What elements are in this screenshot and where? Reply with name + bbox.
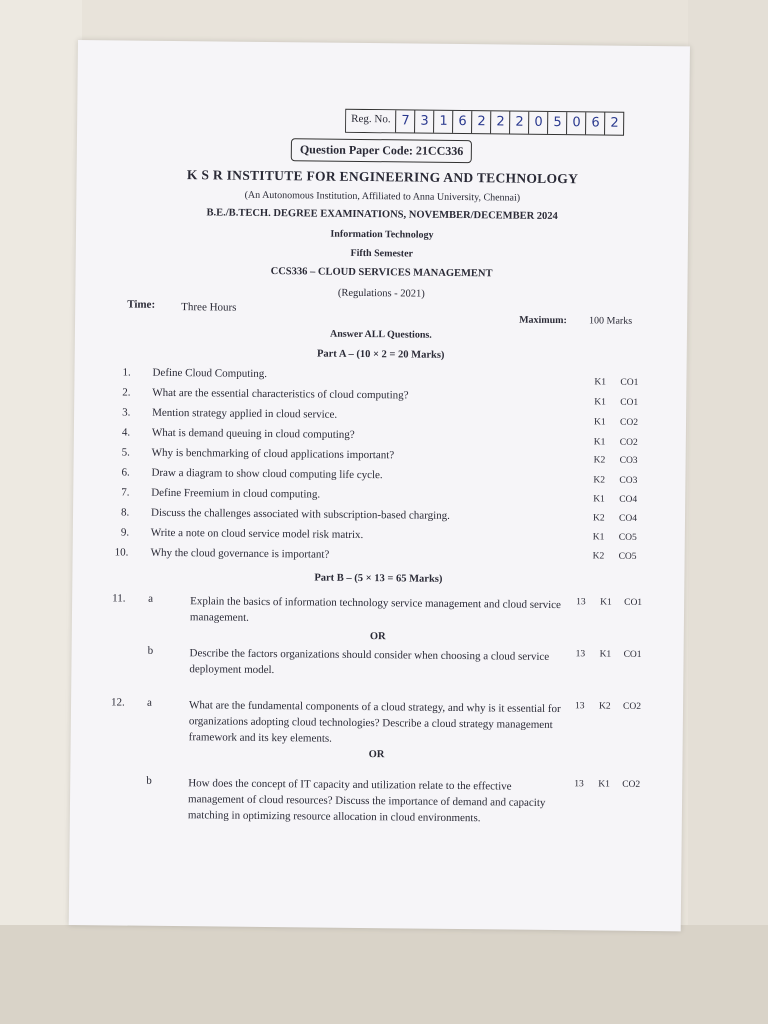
- question-sub-label: b: [146, 774, 152, 787]
- background-bottom: [0, 925, 768, 1024]
- question-text: Describe the factors organizations should consider when choosing a cloud service deployment model.: [189, 647, 550, 677]
- question-marks: 13: [576, 597, 586, 608]
- background-right: [688, 0, 768, 1024]
- question-text: Discuss the challenges associated with subscription-based charging.: [150, 506, 450, 522]
- question-number: 10.: [114, 546, 129, 559]
- affiliation: (An Autonomous Institution, Affiliated to Anna University, Chennai): [244, 189, 521, 204]
- question-number: 2.: [122, 386, 131, 399]
- course-outcome: CO2: [622, 701, 642, 712]
- course-outcome: CO2: [622, 779, 641, 790]
- time-value: Three Hours: [181, 301, 237, 314]
- course-outcome: CO1: [624, 597, 643, 608]
- reg-digit: 6: [453, 111, 472, 133]
- knowledge-level: K2: [592, 551, 605, 562]
- question-number: 6.: [121, 466, 130, 479]
- part-b-question: [72, 592, 684, 624]
- question-marks: 13: [574, 701, 585, 712]
- reg-digit: 5: [548, 112, 567, 134]
- knowledge-level: K2: [593, 455, 606, 466]
- part-a-title: Part A – (10 × 2 = 20 Marks): [316, 348, 445, 361]
- course-outcome: CO4: [618, 513, 638, 524]
- question-text: Define Freemium in cloud computing.: [151, 486, 321, 501]
- knowledge-level: K1: [600, 597, 612, 608]
- course-outcome: CO1: [620, 377, 639, 388]
- instruction: Answer ALL Questions.: [329, 328, 432, 341]
- knowledge-level: K1: [593, 494, 605, 505]
- question-text: Why is benchmarking of cloud applications important?: [151, 446, 395, 462]
- question-text: How does the concept of IT capacity and utilization relate to the effective management of cloud resources? Discuss the importance of demand and capacity matching in optimizing resource allocation in cloud environments.: [187, 777, 546, 825]
- question-text: Mention strategy applied in cloud service.: [152, 406, 338, 421]
- question-number: 3.: [122, 406, 131, 419]
- reg-digit: 7: [396, 110, 415, 132]
- reg-digit: 6: [586, 112, 605, 134]
- course-title: CCS336 – CLOUD SERVICES MANAGEMENT: [270, 266, 493, 280]
- knowledge-level: K1: [594, 397, 606, 408]
- question-text: Explain the basics of information technology service management and cloud service management.: [189, 595, 561, 624]
- course-outcome: CO1: [623, 649, 642, 660]
- question-text: Define Cloud Computing.: [152, 366, 268, 380]
- semester: Fifth Semester: [350, 247, 414, 260]
- time-label: Time:: [127, 298, 156, 311]
- max-marks-value: 100 Marks: [589, 315, 633, 327]
- department: Information Technology: [330, 228, 434, 241]
- reg-digit: 2: [472, 111, 491, 133]
- part-b-title: Part B – (5 × 13 = 65 Marks): [314, 572, 443, 585]
- knowledge-level: K1: [599, 649, 612, 660]
- reg-digit: 2: [610, 115, 619, 131]
- question-paper-sheet: [69, 40, 690, 931]
- question-number: 7.: [121, 486, 130, 499]
- knowledge-level: K1: [598, 779, 610, 790]
- question-text: Write a note on cloud service model risk matrix.: [150, 526, 364, 542]
- question-marks: 13: [574, 779, 584, 790]
- course-outcome: CO5: [618, 532, 637, 543]
- exam-title: B.E./B.TECH. DEGREE EXAMINATIONS, NOVEMBER/DECEMBER 2024: [206, 207, 558, 223]
- reg-digit: 3: [415, 111, 434, 133]
- question-text: What is demand queuing in cloud computing?: [151, 426, 355, 441]
- part-b-question: [71, 696, 683, 745]
- part-b-question: [70, 774, 682, 825]
- question-paper-code: Question Paper Code: 21CC336: [291, 138, 473, 163]
- question-number: 5.: [121, 446, 130, 459]
- question-text: What are the fundamental components of a cloud strategy, and why is it essential for organizations adopting cloud technologies? Describe a cloud strategy management framework and its key elements.: [188, 699, 561, 745]
- course-outcome: CO3: [619, 455, 638, 466]
- regulations: (Regulations - 2021): [337, 287, 425, 300]
- reg-digit: 2: [491, 111, 510, 133]
- knowledge-level: K2: [598, 701, 611, 712]
- course-outcome: CO4: [619, 494, 638, 505]
- institution-name: K S R INSTITUTE FOR ENGINEERING AND TECHNOLOGY: [186, 167, 579, 187]
- course-outcome: CO3: [619, 475, 638, 486]
- question-sub-label: a: [148, 592, 154, 605]
- question-number: 4.: [121, 426, 131, 439]
- knowledge-level: K1: [594, 377, 607, 388]
- knowledge-level: K1: [592, 532, 605, 543]
- course-outcome: CO2: [619, 417, 639, 428]
- question-marks: 13: [575, 649, 586, 660]
- reg-number-box: [345, 109, 625, 136]
- or-separator: OR: [368, 749, 385, 761]
- reg-digit: 1: [434, 111, 453, 133]
- course-outcome: CO2: [619, 437, 638, 448]
- knowledge-level: K1: [593, 417, 606, 428]
- knowledge-level: K2: [593, 475, 606, 486]
- question-number: 9.: [120, 526, 130, 539]
- question-sub-label: a: [147, 696, 153, 709]
- question-sub-label: b: [147, 644, 154, 657]
- question-number: 12.: [111, 696, 125, 709]
- or-separator: OR: [369, 631, 386, 643]
- question-number: 8.: [120, 506, 130, 519]
- part-b-question: [72, 644, 684, 677]
- knowledge-level: K2: [592, 513, 605, 524]
- question-text: Why the cloud governance is important?: [150, 546, 330, 561]
- max-marks-label: Maximum:: [519, 314, 567, 327]
- question-text: Draw a diagram to show cloud computing life cycle.: [151, 466, 383, 482]
- reg-digit: 0: [529, 112, 548, 134]
- reg-label: Reg. No.: [346, 110, 397, 133]
- course-outcome: CO5: [618, 551, 637, 562]
- course-outcome: CO1: [620, 397, 639, 408]
- question-number: 1.: [122, 366, 131, 379]
- part-a-question: [73, 546, 685, 570]
- reg-digit: 0: [567, 112, 586, 134]
- knowledge-level: K1: [593, 437, 606, 448]
- reg-digit: 2: [510, 112, 529, 134]
- question-number: 11.: [112, 592, 126, 605]
- question-text: What are the essential characteristics of cloud computing?: [152, 386, 409, 402]
